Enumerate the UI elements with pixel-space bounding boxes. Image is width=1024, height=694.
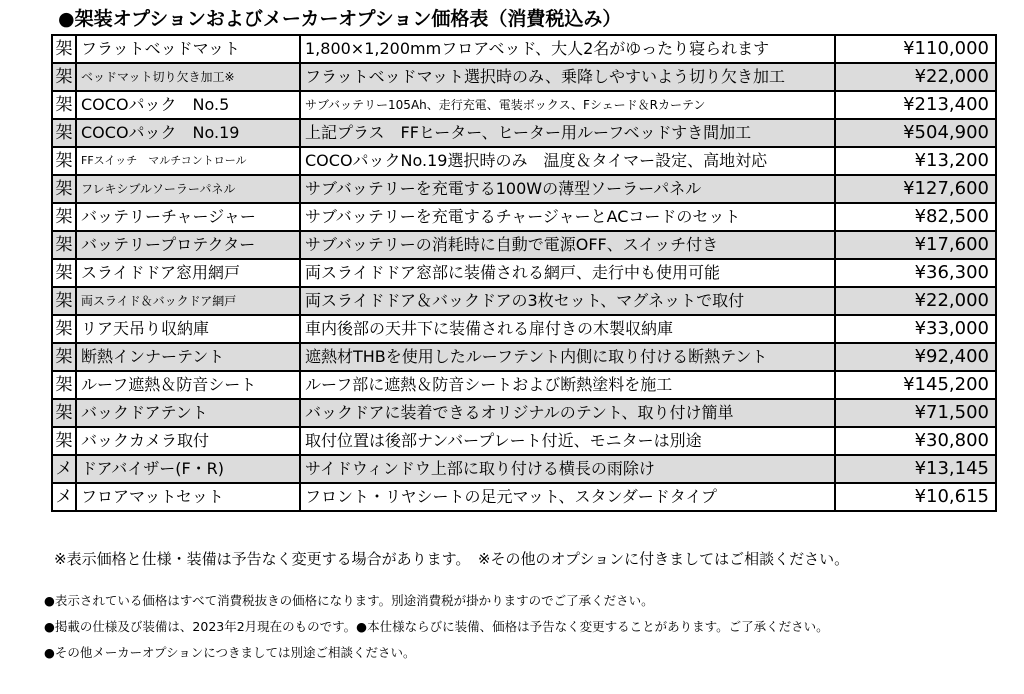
row-description: 両スライドドア窓部に装備される網戸、走行中も使用可能 bbox=[300, 259, 835, 287]
table-row bbox=[52, 343, 996, 371]
row-price: ¥33,000 bbox=[835, 315, 996, 343]
row-kind: 架 bbox=[52, 203, 76, 231]
row-kind: 架 bbox=[52, 175, 76, 203]
row-price: ¥110,000 bbox=[835, 35, 996, 63]
table-row bbox=[52, 483, 996, 511]
row-price: ¥13,200 bbox=[835, 147, 996, 175]
row-price: ¥10,615 bbox=[835, 483, 996, 511]
row-kind: 架 bbox=[52, 399, 76, 427]
disclaimer-note: ※表示価格と仕様・装備は予告なく変更する場合があります。 ※その他のオプションに付きましてはご相談ください。 bbox=[54, 550, 850, 568]
price-table bbox=[51, 34, 997, 512]
row-name: 断熱インナーテント bbox=[76, 343, 300, 371]
row-name: 両スライド＆バックドア網戸 bbox=[76, 287, 300, 315]
row-description: 遮熱材THBを使用したルーフテント内側に取り付ける断熱テント bbox=[300, 343, 835, 371]
table-row bbox=[52, 259, 996, 287]
row-kind: 架 bbox=[52, 63, 76, 91]
table-row bbox=[52, 119, 996, 147]
row-description: サブバッテリーを充電する100Wの薄型ソーラーパネル bbox=[300, 175, 835, 203]
footer-line: ●表示されている価格はすべて消費税抜きの価格になります。別途消費税が掛かりますのでご了承ください。 bbox=[44, 593, 654, 608]
row-name: バッテリープロテクター bbox=[76, 231, 300, 259]
footer-line: ●その他メーカーオプションにつきましては別途ご相談ください。 bbox=[44, 645, 416, 660]
row-name: フラットベッドマット bbox=[76, 35, 300, 63]
row-description: サブバッテリーを充電するチャージャーとACコードのセット bbox=[300, 203, 835, 231]
row-description: 両スライドドア＆バックドアの3枚セット、マグネットで取付 bbox=[300, 287, 835, 315]
row-name: バックカメラ取付 bbox=[76, 427, 300, 455]
page-title: ●架装オプションおよびメーカーオプション価格表（消費税込み） bbox=[58, 8, 622, 30]
row-name: バッテリーチャージャー bbox=[76, 203, 300, 231]
table-row bbox=[52, 371, 996, 399]
table-row bbox=[52, 287, 996, 315]
row-description: 上記プラス FFヒーター、ヒーター用ルーフベッドすき間加工 bbox=[300, 119, 835, 147]
row-name: ルーフ遮熱＆防音シート bbox=[76, 371, 300, 399]
row-kind: 架 bbox=[52, 91, 76, 119]
row-price: ¥22,000 bbox=[835, 287, 996, 315]
row-description: COCOパックNo.19選択時のみ 温度＆タイマー設定、高地対応 bbox=[300, 147, 835, 175]
row-kind: 架 bbox=[52, 427, 76, 455]
row-kind: 架 bbox=[52, 119, 76, 147]
row-kind: 架 bbox=[52, 147, 76, 175]
table-row bbox=[52, 35, 996, 63]
table-row bbox=[52, 147, 996, 175]
row-price: ¥71,500 bbox=[835, 399, 996, 427]
row-name: COCOパック No.5 bbox=[76, 91, 300, 119]
table-row bbox=[52, 427, 996, 455]
row-price: ¥504,900 bbox=[835, 119, 996, 147]
table-row bbox=[52, 231, 996, 259]
row-name: FFスイッチ マルチコントロール bbox=[76, 147, 300, 175]
row-description: 1,800×1,200mmフロアベッド、大人2名がゆったり寝られます bbox=[300, 35, 835, 63]
row-price: ¥145,200 bbox=[835, 371, 996, 399]
row-description: サブバッテリーの消耗時に自動で電源OFF、スイッチ付き bbox=[300, 231, 835, 259]
row-description: フラットベッドマット選択時のみ、乗降しやすいよう切り欠き加工 bbox=[300, 63, 835, 91]
table-row bbox=[52, 175, 996, 203]
row-description: ルーフ部に遮熱＆防音シートおよび断熱塗料を施工 bbox=[300, 371, 835, 399]
row-price: ¥92,400 bbox=[835, 343, 996, 371]
row-name: スライドドア窓用網戸 bbox=[76, 259, 300, 287]
row-kind: 架 bbox=[52, 371, 76, 399]
row-kind: メ bbox=[52, 483, 76, 511]
row-description: 取付位置は後部ナンバープレート付近、モニターは別途 bbox=[300, 427, 835, 455]
table-row bbox=[52, 91, 996, 119]
row-price: ¥36,300 bbox=[835, 259, 996, 287]
row-name: リア天吊り収納庫 bbox=[76, 315, 300, 343]
table-row bbox=[52, 63, 996, 91]
row-kind: 架 bbox=[52, 259, 76, 287]
row-kind: 架 bbox=[52, 343, 76, 371]
row-description: サイドウィンドウ上部に取り付ける横長の雨除け bbox=[300, 455, 835, 483]
table-row bbox=[52, 455, 996, 483]
row-description: バックドアに装着できるオリジナルのテント、取り付け簡単 bbox=[300, 399, 835, 427]
row-price: ¥213,400 bbox=[835, 91, 996, 119]
row-price: ¥17,600 bbox=[835, 231, 996, 259]
table-row bbox=[52, 315, 996, 343]
row-description: 車内後部の天井下に装備される扉付きの木製収納庫 bbox=[300, 315, 835, 343]
row-name: フロアマットセット bbox=[76, 483, 300, 511]
row-kind: 架 bbox=[52, 315, 76, 343]
row-name: ドアバイザー(F・R) bbox=[76, 455, 300, 483]
row-price: ¥127,600 bbox=[835, 175, 996, 203]
row-description: サブバッテリー105Ah、走行充電、電装ボックス、Fシェード＆Rカーテン bbox=[300, 91, 835, 119]
row-description: フロント・リヤシートの足元マット、スタンダードタイプ bbox=[300, 483, 835, 511]
row-kind: 架 bbox=[52, 35, 76, 63]
row-price: ¥13,145 bbox=[835, 455, 996, 483]
row-name: COCOパック No.19 bbox=[76, 119, 300, 147]
row-kind: 架 bbox=[52, 287, 76, 315]
row-name: バックドアテント bbox=[76, 399, 300, 427]
table-row bbox=[52, 399, 996, 427]
row-price: ¥82,500 bbox=[835, 203, 996, 231]
footer-line: ●掲載の仕様及び装備は、2023年2月現在のものです。●本仕様ならびに装備、価格は予告なく変更することがあります。ご了承ください。 bbox=[44, 619, 829, 634]
row-price: ¥30,800 bbox=[835, 427, 996, 455]
row-kind: 架 bbox=[52, 231, 76, 259]
table-row bbox=[52, 203, 996, 231]
row-name: ベッドマット切り欠き加工※ bbox=[76, 63, 300, 91]
row-price: ¥22,000 bbox=[835, 63, 996, 91]
row-name: フレキシブルソーラーパネル bbox=[76, 175, 300, 203]
row-kind: メ bbox=[52, 455, 76, 483]
